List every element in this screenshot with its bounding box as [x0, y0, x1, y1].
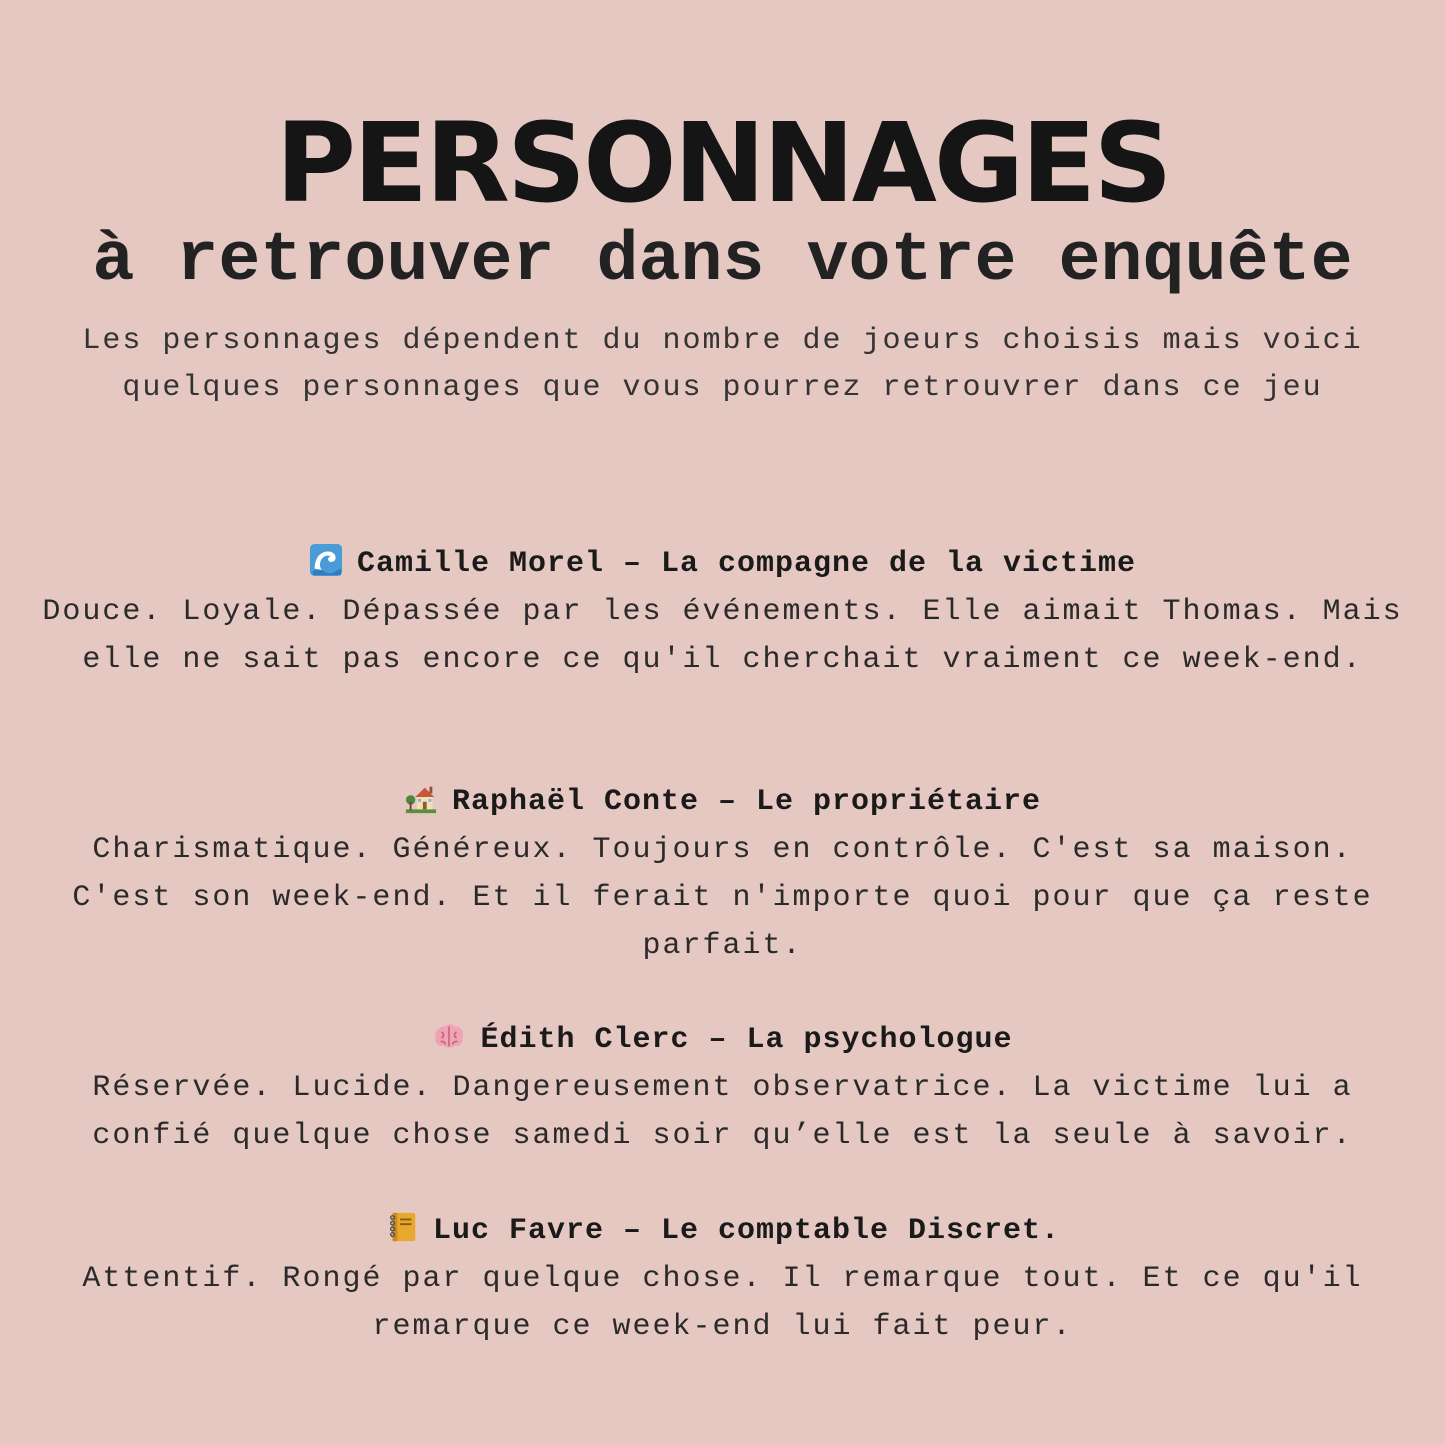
page-title: PERSONNAGES — [275, 99, 1170, 227]
character-heading — [40, 1016, 1405, 1064]
brain-icon — [432, 1019, 466, 1053]
intro-text: Les personnages dépendent du nombre de joeurs choisis mais voici quelques personnages que vous pourrez retrouvrer dans ce jeu — [82, 324, 1363, 405]
character-camille-morel — [40, 540, 1405, 684]
character-heading — [40, 1207, 1405, 1255]
character-name-role: Édith Clerc – La psychologue — [480, 1023, 1013, 1057]
character-description: Attentif. Rongé par quelque chose. Il remarque tout. Et ce qu'il remarque ce week-end lui fait peur. — [82, 1262, 1363, 1344]
character-heading — [40, 540, 1405, 588]
page-subtitle: à retrouver dans votre enquête — [92, 222, 1353, 301]
character-description: Réservée. Lucide. Dangereusement observatrice. La victime lui a confié quelque chose samedi soir qu’elle est la seule à savoir. — [92, 1071, 1353, 1153]
wave-icon — [309, 543, 343, 577]
character-name-role: Raphaël Conte – Le propriétaire — [451, 785, 1042, 819]
character-name-role: Luc Favre – Le comptable Discret. — [432, 1214, 1061, 1248]
notebook-icon — [385, 1210, 419, 1244]
house-icon — [404, 781, 438, 815]
character-description: Charismatique. Généreux. Toujours en contrôle. C'est sa maison. C'est son week-end. Et il ferait n'importe quoi pour que ça reste parfait. — [72, 833, 1373, 963]
character-luc-favre — [40, 1207, 1405, 1351]
character-description: Douce. Loyale. Dépassée par les événements. Elle aimait Thomas. Mais elle ne sait pas encore ce qu'il cherchait vraiment ce week-end. — [42, 595, 1403, 677]
character-heading — [40, 778, 1405, 826]
character-raphael-conte — [40, 778, 1405, 970]
character-edith-clerc — [40, 1016, 1405, 1160]
character-name-role: Camille Morel – La compagne de la victime — [356, 547, 1137, 581]
